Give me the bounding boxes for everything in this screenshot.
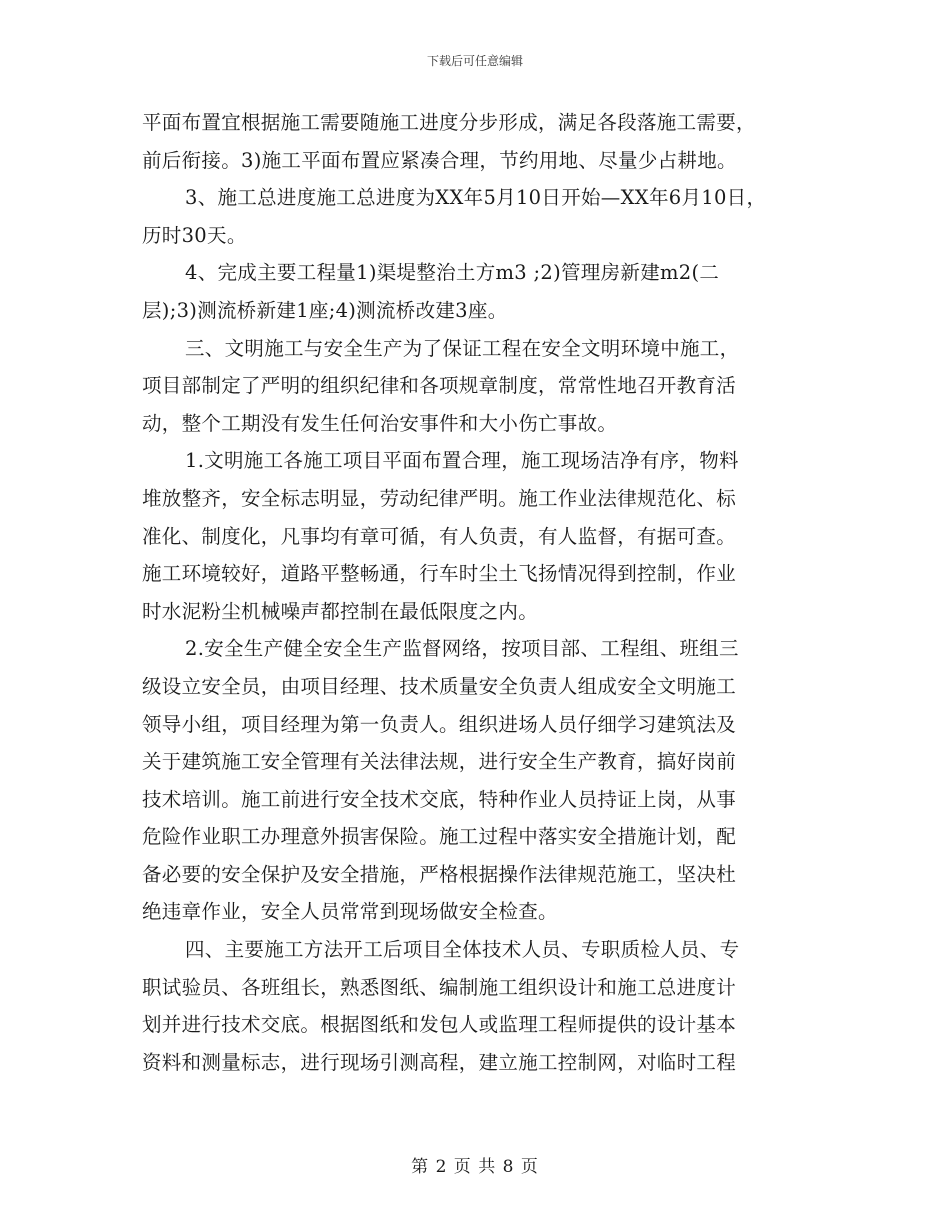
text-line: 准化、制度化，凡事均有章可循，有人负责，有人监督，有据可查。 xyxy=(142,524,737,548)
text-line: 平面布置宜根据施工需要随施工进度分步形成，满足各段落施工需要， xyxy=(142,111,756,134)
text-line: 层);3)测流桥新建1座;4)测流桥改建3座。 xyxy=(142,298,508,322)
text-line: 四、主要施工方法开工后项目全体技术人员、专职质检人员、专 xyxy=(185,938,740,962)
text-line: 技术培训。施工前进行安全技术交底，特种作业人员持证上岗，从事 xyxy=(142,787,737,811)
text-line: 资料和测量标志，进行现场引测高程，建立施工控制网，对临时工程 xyxy=(142,1050,737,1074)
text-line: 关于建筑施工安全管理有关法律法规，进行安全生产教育，搞好岗前 xyxy=(142,750,737,774)
text-line: 动，整个工期没有发生任何治安事件和大小伤亡事故。 xyxy=(142,411,618,435)
text-line: 级设立安全员，由项目经理、技术质量安全负责人组成安全文明施工 xyxy=(142,674,737,698)
document-body xyxy=(142,104,822,1081)
text-line: 前后衔接。3)施工平面布置应紧凑合理，节约用地、尽量少占耕地。 xyxy=(142,148,737,172)
text-line: 3、施工总进度施工总进度为XX年5月10日开始—XX年6月10日， xyxy=(185,186,767,210)
text-line: 备必要的安全保护及安全措施，严格根据操作法律规范施工，坚决杜 xyxy=(142,862,737,886)
text-line: 划并进行技术交底。根据图纸和发包人或监理工程师提供的设计基本 xyxy=(142,1013,737,1037)
text-line: 项目部制定了严明的组织纪律和各项规章制度，常常性地召开教育活 xyxy=(142,374,737,398)
text-line: 施工环境较好，道路平整畅通，行车时尘土飞扬情况得到控制，作业 xyxy=(142,562,737,586)
text-line: 时水泥粉尘机械噪声都控制在最低限度之内。 xyxy=(142,599,539,623)
text-line: 绝违章作业，安全人员常常到现场做安全检查。 xyxy=(142,900,558,924)
text-line: 危险作业职工办理意外损害保险。施工过程中落实安全措施计划，配 xyxy=(142,825,737,849)
text-line: 历时30天。 xyxy=(142,223,247,247)
text-line: 4、完成主要工程量1)渠堤整治土方m3 ;2)管理房新建m2(二 xyxy=(185,261,720,285)
text-line: 领导小组，项目经理为第一负责人。组织进场人员仔细学习建筑法及 xyxy=(142,712,737,736)
text-line: 职试验员、各班组长，熟悉图纸、编制施工组织设计和施工总进度计 xyxy=(142,975,737,999)
page-header: 下载后可任意编辑 xyxy=(426,54,523,68)
text-line: 堆放整齐，安全标志明显，劳动纪律严明。施工作业法律规范化、标 xyxy=(142,486,737,510)
text-line: 三、文明施工与安全生产为了保证工程在安全文明环境中施工， xyxy=(185,336,740,360)
text-line: 2.安全生产健全安全生产监督网络，按项目部、工程组、班组三 xyxy=(185,637,739,661)
page-footer: 第 2 页 共 8 页 xyxy=(411,1157,539,1177)
text-line: 1.文明施工各施工项目平面布置合理，施工现场洁净有序，物料 xyxy=(185,449,739,473)
